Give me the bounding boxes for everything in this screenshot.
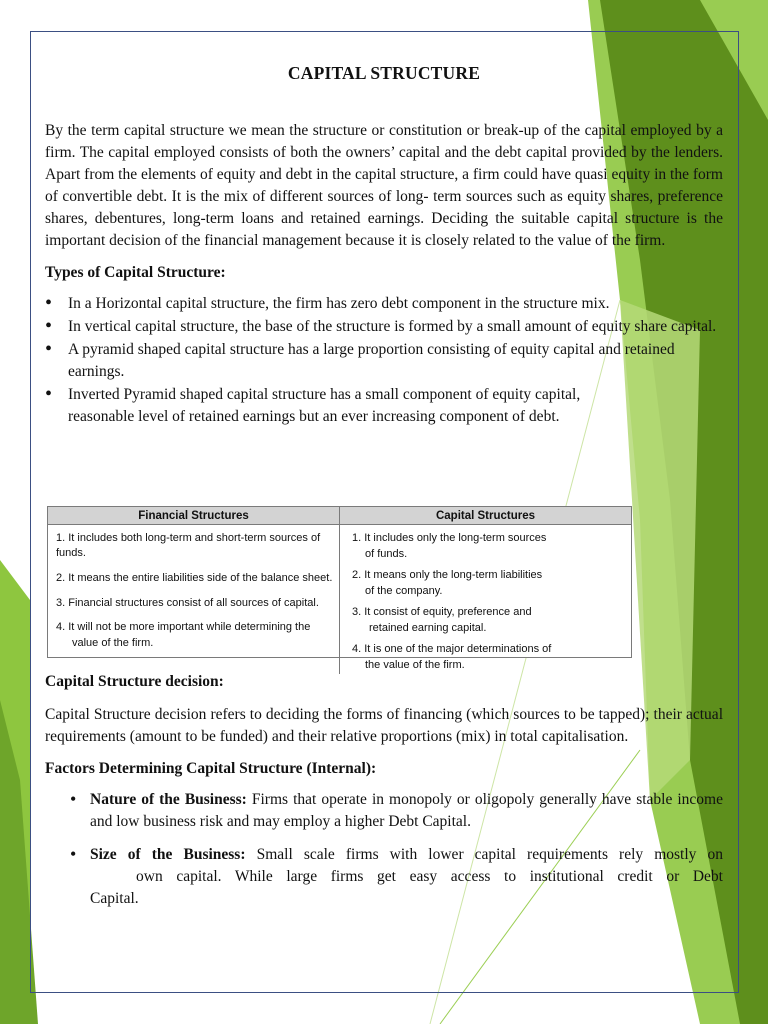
table-cell-capital [340,525,632,675]
list-item-line: • Inverted Pyramid shaped capital structure has a small component of equity capital, [68,386,581,403]
intro-paragraph: By the term capital structure we mean the structure or constitution or break-up of the capital employed by a firm. The capital employed consists of both the owners’ capital and the debt capital provided by the lenders. Apart from the elements of equity and debt in the capital structure, a firm could have quasi equity in the form of convertible debt. It is the mix of different sources of long- term sources such as equity shares, preference shares, debentures, long-term loans and retained earnings. Deciding the suitable capital structure is the important decision of the financial management because it is closely related to the value of the firm. [45,122,723,249]
factors-heading: Factors Determining Capital Structure (Internal): [45,760,377,777]
factor-label: Nature of the Business: [90,791,247,808]
list-item: • In a Horizontal capital structure, the firm has zero debt component in the structure mix. [45,293,723,315]
factor-line: own capital. While large firms get easy access to institutional credit or Debt [136,868,723,885]
factor-line: Capital. [90,890,139,907]
factor-line [90,844,723,866]
table-cell-line: retained earning capital. [369,622,487,634]
decision-paragraph: Capital Structure decision refers to deciding the forms of financing (which sources to be tapped); their actual requirements (amount to be funded) and their relative proportions (mix) in total capitalisation. [45,706,723,745]
list-item [45,384,723,428]
factor-label: Size of the Business: [90,846,246,863]
document-body [45,62,723,429]
list-item [90,844,723,910]
table-cell-line: of the company. [365,585,443,597]
types-list [45,293,723,428]
types-heading: Types of Capital Structure: [45,264,226,281]
table-header-capital: Capital Structures [340,507,632,525]
lower-section [45,669,723,921]
table-cell-financial [48,525,340,675]
table-cell-line: the value of the firm. [365,659,465,671]
table-cell-line: 1. It includes both long-term and short-term sources of funds. [56,532,321,559]
table-cell-line: 2. It means the entire liabilities side of the balance sheet. [56,572,333,584]
table-cell-line: 4. It will not be more important while determining the [56,621,311,633]
table-header-financial: Financial Structures [48,507,340,525]
decision-heading: Capital Structure decision: [45,673,224,690]
list-item [90,789,723,833]
page-title: CAPITAL STRUCTURE [287,63,481,83]
table-cell-line: value of the firm. [72,637,154,649]
list-item: • In vertical capital structure, the base of the structure is formed by a small amount of equity share capital. [45,316,723,338]
table-cell-line: 3. It consist of equity, preference and [352,606,532,618]
factors-list [90,789,723,910]
list-item: • A pyramid shaped capital structure has a large proportion consisting of equity capital and retained earnings. [45,339,723,383]
list-item-line-clipped: reasonable level of retained earnings but an ever increasing component of debt. [68,408,560,425]
comparison-table [47,506,632,671]
table-cell-line: 2. It means only the long-term liabilities [352,569,543,581]
factor-text: Small scale firms with lower capital requirements rely mostly on [245,846,723,863]
factor-text: Firms that operate in monopoly or oligopoly generally have stable income and low business risk and may employ a higher Debt Capital. [90,791,723,830]
table-cell-line: of funds. [365,548,408,560]
table-cell-line: 4. It is one of the major determinations of [352,643,552,655]
table-cell-line: 3. Financial structures consist of all sources of capital. [56,597,319,609]
table-cell-line: 1. It includes only the long-term sources [352,532,547,544]
